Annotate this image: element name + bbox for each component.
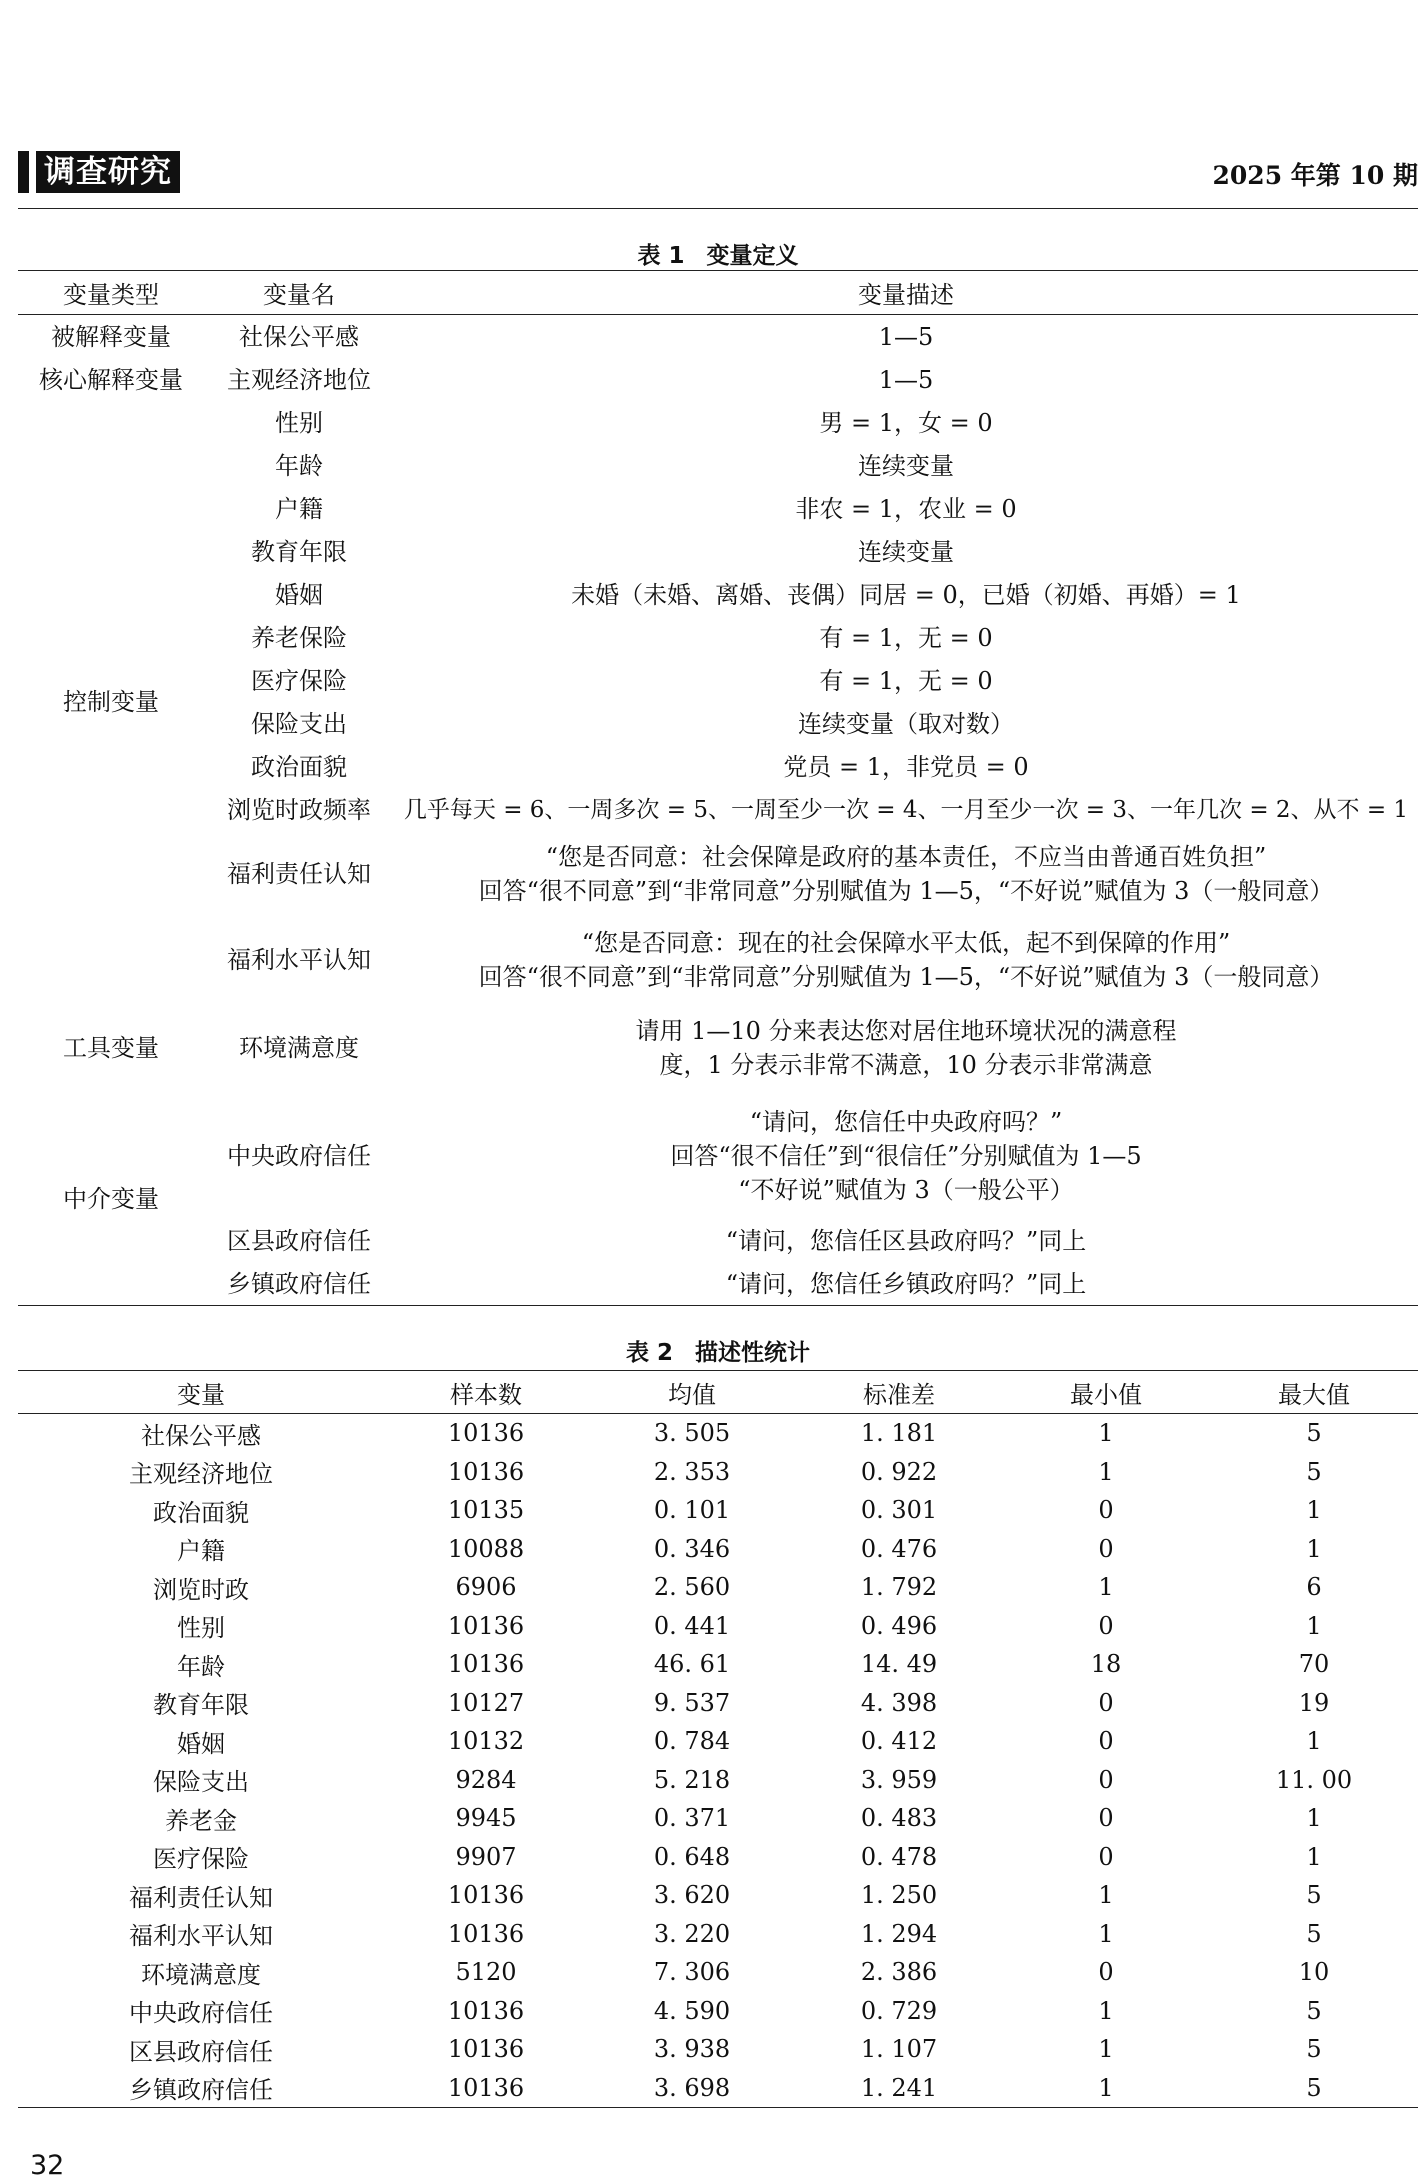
column-header: 均值 xyxy=(668,1380,716,1409)
table-row xyxy=(18,702,1418,745)
variable-description xyxy=(394,1003,1418,1093)
variable-cell: 区县政府信任 xyxy=(129,2037,273,2066)
min-value-cell: 1 xyxy=(1098,1881,1114,1910)
sample-size-cell: 10127 xyxy=(447,1688,525,1717)
min-value-cell: 0 xyxy=(1098,1842,1114,1871)
column-header: 变量名 xyxy=(263,281,335,309)
mean-cell: 2. 560 xyxy=(653,1573,731,1602)
variable-description: 连续变量 xyxy=(858,537,954,566)
table-row xyxy=(18,1992,1418,2031)
variable-cell: 保险支出 xyxy=(153,1768,249,1797)
variable-name: 养老保险 xyxy=(251,623,347,652)
sample-size-cell: 10136 xyxy=(447,2073,525,2102)
min-value-cell: 0 xyxy=(1098,1765,1114,1794)
table-row xyxy=(18,1915,1418,1954)
mean-cell: 3. 505 xyxy=(653,1419,731,1448)
max-value-cell: 11. 00 xyxy=(1275,1765,1353,1794)
std-dev-cell: 4. 398 xyxy=(860,1688,938,1717)
table-row xyxy=(18,1491,1418,1530)
variable-cell: 政治面貌 xyxy=(153,1498,249,1527)
mean-cell: 0. 784 xyxy=(653,1727,731,1756)
variable-description: 有 = 1，无 = 0 xyxy=(819,666,993,695)
mean-cell: 0. 371 xyxy=(653,1804,731,1833)
table-row xyxy=(18,1761,1418,1800)
table-row xyxy=(18,401,1418,444)
header-rule xyxy=(18,208,1418,209)
max-value-cell: 6 xyxy=(1306,1573,1322,1602)
max-value-cell: 5 xyxy=(1306,1419,1322,1448)
variable-type: 控制变量 xyxy=(63,688,159,716)
variable-name: 医疗保险 xyxy=(251,666,347,695)
variable-description: 几乎每天 = 6、一周多次 = 5、一周至少一次 = 4、一月至少一次 = 3、一年几次 = 2、从不 = 1 xyxy=(403,796,1409,823)
max-value-cell: 1 xyxy=(1306,1611,1322,1640)
std-dev-cell: 14. 49 xyxy=(860,1650,938,1679)
max-value-cell: 1 xyxy=(1306,1534,1322,1563)
table-row xyxy=(18,831,1418,917)
variable-type: 工具变量 xyxy=(63,1034,159,1062)
variable-type: 中介变量 xyxy=(63,1185,159,1213)
table-row xyxy=(18,444,1418,487)
variable-name: 社保公平感 xyxy=(239,322,359,351)
table-header-row xyxy=(18,1371,1418,1414)
column-header: 最小值 xyxy=(1070,1380,1142,1409)
min-value-cell: 0 xyxy=(1098,1804,1114,1833)
max-value-cell: 1 xyxy=(1306,1842,1322,1871)
table1-title: 变量定义 xyxy=(706,243,799,269)
sample-size-cell: 10136 xyxy=(447,2035,525,2064)
mean-cell: 3. 620 xyxy=(653,1881,731,1910)
mean-cell: 4. 590 xyxy=(653,1996,731,2025)
variable-name: 政治面貌 xyxy=(251,752,347,781)
variable-name: 户籍 xyxy=(275,494,323,523)
table-row xyxy=(18,1684,1418,1723)
table-row xyxy=(18,2030,1418,2069)
max-value-cell: 1 xyxy=(1306,1804,1322,1833)
sample-size-cell: 10132 xyxy=(447,1727,525,1756)
std-dev-cell: 0. 412 xyxy=(860,1727,938,1756)
std-dev-cell: 0. 478 xyxy=(860,1842,938,1871)
max-value-cell: 5 xyxy=(1306,2035,1322,2064)
variable-cell: 环境满意度 xyxy=(141,1960,261,1989)
variable-name: 福利责任认知 xyxy=(227,860,371,888)
table-row xyxy=(18,1219,1418,1262)
table-row xyxy=(18,1645,1418,1684)
table-row xyxy=(18,1799,1418,1838)
description-line: 回答“很不同意”到“非常同意”分别赋值为 1—5，“不好说”赋值为 3（一般同意） xyxy=(478,963,1334,991)
min-value-cell: 1 xyxy=(1098,1573,1114,1602)
min-value-cell: 0 xyxy=(1098,1496,1114,1525)
table-row xyxy=(18,1262,1418,1306)
variable-name: 环境满意度 xyxy=(239,1034,359,1062)
sample-size-cell: 10136 xyxy=(447,1919,525,1948)
sample-size-cell: 10135 xyxy=(447,1496,525,1525)
mean-cell: 7. 306 xyxy=(653,1958,731,1987)
table-row xyxy=(18,659,1418,702)
table-row xyxy=(18,1568,1418,1607)
table-row xyxy=(18,917,1418,1003)
issue-label: 2025 年第 10 期 xyxy=(1212,161,1418,190)
description-line: “您是否同意：现在的社会保障水平太低，起不到保障的作用” xyxy=(581,929,1231,957)
sample-size-cell: 9907 xyxy=(455,1842,517,1871)
table-row xyxy=(18,315,1418,359)
table-row xyxy=(18,745,1418,788)
variable-cell: 福利水平认知 xyxy=(129,1922,273,1951)
description-line: 回答“很不信任”到“很信任”分别赋值为 1—5 xyxy=(670,1142,1142,1170)
variable-name: 教育年限 xyxy=(251,537,347,566)
mean-cell: 0. 346 xyxy=(653,1534,731,1563)
std-dev-cell: 1. 250 xyxy=(860,1881,938,1910)
statistics-body xyxy=(18,1414,1418,2108)
table-row xyxy=(18,1953,1418,1992)
table-row xyxy=(18,2069,1418,2108)
table-row xyxy=(18,616,1418,659)
min-value-cell: 0 xyxy=(1098,1727,1114,1756)
description-line: “请问，您信任中央政府吗？” xyxy=(749,1108,1063,1136)
variable-description: 未婚（未婚、离婚、丧偶）同居 = 0，已婚（初婚、再婚）= 1 xyxy=(571,580,1241,609)
sample-size-cell: 10136 xyxy=(447,1881,525,1910)
min-value-cell: 1 xyxy=(1098,1996,1114,2025)
std-dev-cell: 3. 959 xyxy=(860,1765,938,1794)
min-value-cell: 1 xyxy=(1098,2073,1114,2102)
max-value-cell: 70 xyxy=(1298,1650,1330,1679)
sample-size-cell: 10088 xyxy=(447,1534,525,1563)
table-row xyxy=(18,1607,1418,1646)
table-row xyxy=(18,1093,1418,1219)
min-value-cell: 1 xyxy=(1098,1919,1114,1948)
table-row xyxy=(18,1003,1418,1093)
section-brand xyxy=(18,151,180,193)
column-header: 变量 xyxy=(177,1380,225,1409)
page-number: 32 xyxy=(30,2150,65,2181)
variable-cell: 福利责任认知 xyxy=(129,1883,273,1912)
std-dev-cell: 0. 922 xyxy=(860,1457,938,1486)
min-value-cell: 0 xyxy=(1098,1688,1114,1717)
variable-description xyxy=(394,1093,1418,1219)
descriptive-statistics-table xyxy=(18,1370,1418,2108)
variable-type: 核心解释变量 xyxy=(39,365,183,394)
sample-size-cell: 6906 xyxy=(455,1573,517,1602)
std-dev-cell: 0. 729 xyxy=(860,1996,938,2025)
variable-name: 中央政府信任 xyxy=(227,1142,371,1170)
variable-definition-table xyxy=(18,270,1418,1306)
variable-name: 乡镇政府信任 xyxy=(227,1269,371,1298)
max-value-cell: 1 xyxy=(1306,1727,1322,1756)
table-header-row xyxy=(18,271,1418,315)
column-header: 变量描述 xyxy=(858,281,954,309)
variable-cell: 婚姻 xyxy=(177,1729,225,1758)
description-line: 度，1 分表示非常不满意，10 分表示非常满意 xyxy=(659,1051,1153,1079)
description-line: 请用 1—10 分来表达您对居住地环境状况的满意程 xyxy=(635,1017,1177,1045)
variable-type: 被解释变量 xyxy=(51,322,171,351)
variable-description: 1—5 xyxy=(878,365,934,394)
table-row xyxy=(18,1453,1418,1492)
sample-size-cell: 9284 xyxy=(455,1765,517,1794)
variable-cell: 浏览时政 xyxy=(153,1575,249,1604)
table1-number: 表 1 xyxy=(637,243,685,269)
column-header: 变量类型 xyxy=(63,281,159,309)
variable-description: “请问，您信任乡镇政府吗？”同上 xyxy=(725,1269,1087,1298)
variable-description: 有 = 1，无 = 0 xyxy=(819,623,993,652)
variable-cell: 社保公平感 xyxy=(141,1421,261,1450)
std-dev-cell: 0. 476 xyxy=(860,1534,938,1563)
variable-cell: 医疗保险 xyxy=(153,1845,249,1874)
std-dev-cell: 0. 301 xyxy=(860,1496,938,1525)
section-title: 调查研究 xyxy=(36,151,180,193)
table-row xyxy=(18,530,1418,573)
mean-cell: 0. 441 xyxy=(653,1611,731,1640)
mean-cell: 9. 537 xyxy=(653,1688,731,1717)
variable-name: 福利水平认知 xyxy=(227,946,371,974)
variable-cell: 中央政府信任 xyxy=(129,1999,273,2028)
sample-size-cell: 10136 xyxy=(447,1457,525,1486)
variable-description: 男 = 1，女 = 0 xyxy=(819,408,993,437)
sample-size-cell: 10136 xyxy=(447,1611,525,1640)
description-line: “不好说”赋值为 3（一般公平） xyxy=(738,1176,1074,1204)
variable-cell: 教育年限 xyxy=(153,1691,249,1720)
sample-size-cell: 9945 xyxy=(455,1804,517,1833)
max-value-cell: 5 xyxy=(1306,1457,1322,1486)
min-value-cell: 0 xyxy=(1098,1958,1114,1987)
std-dev-cell: 1. 107 xyxy=(860,2035,938,2064)
mean-cell: 3. 938 xyxy=(653,2035,731,2064)
std-dev-cell: 0. 496 xyxy=(860,1611,938,1640)
variable-cell: 养老金 xyxy=(165,1806,237,1835)
sample-size-cell: 10136 xyxy=(447,1419,525,1448)
variable-name: 婚姻 xyxy=(275,580,323,609)
std-dev-cell: 2. 386 xyxy=(860,1958,938,1987)
table-row xyxy=(18,788,1418,831)
max-value-cell: 10 xyxy=(1298,1958,1330,1987)
min-value-cell: 0 xyxy=(1098,1534,1114,1563)
description-line: “您是否同意：社会保障是政府的基本责任，不应当由普通百姓负担” xyxy=(545,843,1267,871)
min-value-cell: 0 xyxy=(1098,1611,1114,1640)
sample-size-cell: 10136 xyxy=(447,1650,525,1679)
max-value-cell: 5 xyxy=(1306,1881,1322,1910)
variable-description: 连续变量 xyxy=(858,451,954,480)
variable-name: 保险支出 xyxy=(251,709,347,738)
min-value-cell: 1 xyxy=(1098,1457,1114,1486)
table1-caption xyxy=(18,237,1418,270)
min-value-cell: 1 xyxy=(1098,1419,1114,1448)
variable-name: 浏览时政频率 xyxy=(227,795,371,824)
variable-description xyxy=(394,831,1418,917)
description-line: 回答“很不同意”到“非常同意”分别赋值为 1—5，“不好说”赋值为 3（一般同意） xyxy=(478,877,1334,905)
variable-name: 年龄 xyxy=(275,451,323,480)
max-value-cell: 5 xyxy=(1306,1996,1322,2025)
variable-name: 主观经济地位 xyxy=(227,365,371,394)
mean-cell: 5. 218 xyxy=(653,1765,731,1794)
std-dev-cell: 1. 181 xyxy=(860,1419,938,1448)
variable-name: 区县政府信任 xyxy=(227,1226,371,1255)
variable-description: 1—5 xyxy=(878,322,934,351)
min-value-cell: 18 xyxy=(1090,1650,1122,1679)
table-row xyxy=(18,1414,1418,1453)
table-row xyxy=(18,1876,1418,1915)
variable-cell: 性别 xyxy=(177,1614,225,1643)
sample-size-cell: 10136 xyxy=(447,1996,525,2025)
std-dev-cell: 1. 241 xyxy=(860,2073,938,2102)
max-value-cell: 5 xyxy=(1306,2073,1322,2102)
variable-cell: 乡镇政府信任 xyxy=(129,2076,273,2105)
table-row xyxy=(18,487,1418,530)
max-value-cell: 19 xyxy=(1298,1688,1330,1717)
max-value-cell: 5 xyxy=(1306,1919,1322,1948)
std-dev-cell: 1. 294 xyxy=(860,1919,938,1948)
mean-cell: 0. 101 xyxy=(653,1496,731,1525)
table-row xyxy=(18,573,1418,616)
mean-cell: 3. 220 xyxy=(653,1919,731,1948)
table-row xyxy=(18,358,1418,401)
column-header: 标准差 xyxy=(863,1380,935,1409)
variable-description: “请问，您信任区县政府吗？”同上 xyxy=(725,1226,1087,1255)
variable-description: 连续变量（取对数） xyxy=(798,709,1014,738)
min-value-cell: 1 xyxy=(1098,2035,1114,2064)
variable-cell: 年龄 xyxy=(177,1652,225,1681)
std-dev-cell: 1. 792 xyxy=(860,1573,938,1602)
table-row xyxy=(18,1838,1418,1877)
mean-cell: 0. 648 xyxy=(653,1842,731,1871)
sample-size-cell: 5120 xyxy=(455,1958,517,1987)
table2-number: 表 2 xyxy=(625,1340,673,1366)
variable-name: 性别 xyxy=(275,408,323,437)
brand-bar xyxy=(18,151,29,193)
table2-title: 描述性统计 xyxy=(695,1340,810,1366)
max-value-cell: 1 xyxy=(1306,1496,1322,1525)
variable-cell: 主观经济地位 xyxy=(129,1460,273,1489)
table-row xyxy=(18,1530,1418,1569)
table-row xyxy=(18,1722,1418,1761)
variable-cell: 户籍 xyxy=(177,1537,225,1566)
running-header xyxy=(18,148,1418,196)
column-header: 最大值 xyxy=(1278,1380,1350,1409)
table2-caption xyxy=(18,1334,1418,1367)
column-header: 样本数 xyxy=(450,1380,522,1409)
variable-description xyxy=(394,917,1418,1003)
mean-cell: 46. 61 xyxy=(653,1650,731,1679)
variable-description: 非农 = 1，农业 = 0 xyxy=(795,494,1017,523)
variable-description: 党员 = 1，非党员 = 0 xyxy=(783,752,1029,781)
mean-cell: 2. 353 xyxy=(653,1457,731,1486)
std-dev-cell: 0. 483 xyxy=(860,1804,938,1833)
mean-cell: 3. 698 xyxy=(653,2073,731,2102)
